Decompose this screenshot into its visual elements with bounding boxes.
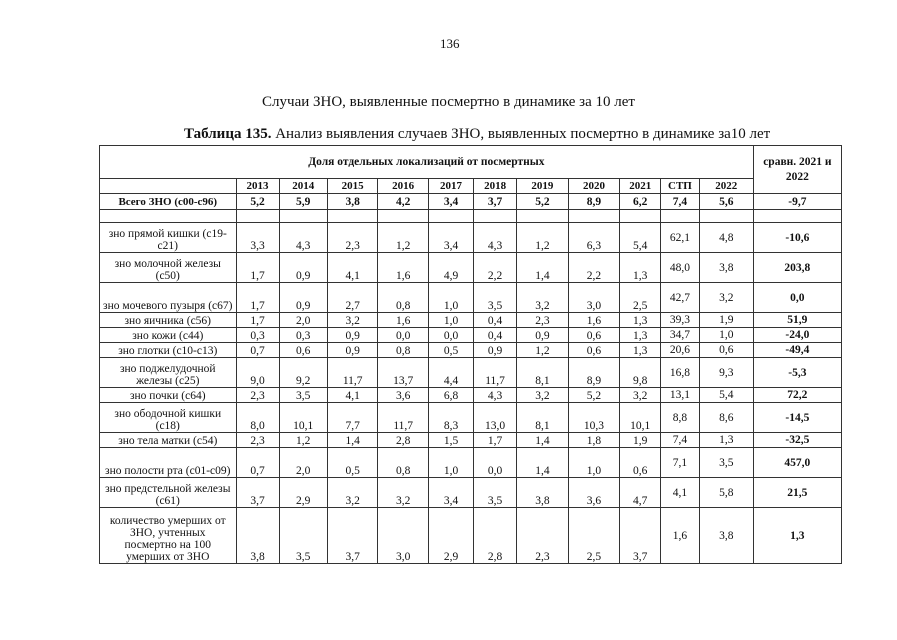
table-row bbox=[100, 223, 842, 253]
value-cell: 1,0 bbox=[568, 448, 620, 478]
total-value-cell: 7,4 bbox=[661, 194, 700, 210]
value-cell: 0,9 bbox=[474, 343, 517, 358]
value-cell: 8,3 bbox=[428, 403, 473, 433]
total-row bbox=[100, 194, 842, 210]
table-row bbox=[100, 328, 842, 343]
value-cell: 4,7 bbox=[620, 478, 661, 508]
column-header: 2016 bbox=[378, 179, 429, 194]
value-cell: 8,1 bbox=[517, 403, 569, 433]
value-cell: 0,5 bbox=[327, 448, 378, 478]
value-cell: 3,5 bbox=[474, 478, 517, 508]
value-cell: 4,1 bbox=[327, 388, 378, 403]
value-cell: 8,9 bbox=[568, 358, 620, 388]
compare-cell: 1,3 bbox=[753, 508, 841, 564]
compare-cell: 72,2 bbox=[753, 388, 841, 403]
value-cell: 8,1 bbox=[517, 358, 569, 388]
value-cell: 2,8 bbox=[378, 433, 429, 448]
value-cell: 0,9 bbox=[327, 328, 378, 343]
table-row bbox=[100, 358, 842, 388]
value-cell: 3,7 bbox=[620, 508, 661, 564]
compare-cell: -10,6 bbox=[753, 223, 841, 253]
total-value-cell: 6,2 bbox=[620, 194, 661, 210]
value-cell: 7,4 bbox=[661, 433, 700, 448]
value-cell: 0,6 bbox=[699, 343, 753, 358]
value-cell: 4,3 bbox=[279, 223, 327, 253]
value-cell: 1,7 bbox=[236, 283, 279, 313]
value-cell: 1,8 bbox=[568, 433, 620, 448]
value-cell: 1,0 bbox=[699, 328, 753, 343]
compare-cell: 0,0 bbox=[753, 283, 841, 313]
value-cell: 5,2 bbox=[568, 388, 620, 403]
table-caption-text: Анализ выявления случаев ЗНО, выявленных посмертно в динамике за10 лет bbox=[271, 126, 771, 142]
value-cell: 3,5 bbox=[699, 448, 753, 478]
compare-cell: 457,0 bbox=[753, 448, 841, 478]
value-cell: 8,8 bbox=[661, 403, 700, 433]
table-row bbox=[100, 448, 842, 478]
value-cell: 2,8 bbox=[474, 508, 517, 564]
column-header: СТП bbox=[661, 179, 700, 194]
value-cell: 2,2 bbox=[474, 253, 517, 283]
value-cell: 0,4 bbox=[474, 328, 517, 343]
row-name: зно яичника (с56) bbox=[100, 313, 237, 328]
table-row bbox=[100, 508, 842, 564]
value-cell: 11,7 bbox=[474, 358, 517, 388]
value-cell: 0,0 bbox=[378, 328, 429, 343]
value-cell: 0,6 bbox=[568, 328, 620, 343]
table-row bbox=[100, 403, 842, 433]
value-cell: 3,8 bbox=[236, 508, 279, 564]
value-cell: 62,1 bbox=[661, 223, 700, 253]
total-value-cell: 4,2 bbox=[378, 194, 429, 210]
value-cell: 1,3 bbox=[620, 313, 661, 328]
value-cell: 3,5 bbox=[474, 283, 517, 313]
value-cell: 3,8 bbox=[699, 508, 753, 564]
value-cell: 2,7 bbox=[327, 283, 378, 313]
table-body bbox=[100, 194, 842, 564]
value-cell: 10,3 bbox=[568, 403, 620, 433]
value-cell: 1,4 bbox=[517, 253, 569, 283]
value-cell: 1,6 bbox=[378, 313, 429, 328]
value-cell: 4,9 bbox=[428, 253, 473, 283]
value-cell: 0,6 bbox=[279, 343, 327, 358]
value-cell: 11,7 bbox=[327, 358, 378, 388]
value-cell: 3,2 bbox=[517, 388, 569, 403]
table-row bbox=[100, 253, 842, 283]
value-cell: 0,5 bbox=[428, 343, 473, 358]
value-cell: 0,9 bbox=[279, 253, 327, 283]
value-cell: 0,7 bbox=[236, 448, 279, 478]
row-name: зно прямой кишки (с19-с21) bbox=[100, 223, 237, 253]
column-header: 2017 bbox=[428, 179, 473, 194]
section-heading: Случаи ЗНО, выявленные посмертно в динамике за 10 лет bbox=[262, 94, 635, 110]
table-row bbox=[100, 433, 842, 448]
value-cell: 3,2 bbox=[327, 478, 378, 508]
value-cell: 1,7 bbox=[474, 433, 517, 448]
value-cell: 1,2 bbox=[517, 343, 569, 358]
total-value-cell: 3,4 bbox=[428, 194, 473, 210]
value-cell: 7,7 bbox=[327, 403, 378, 433]
corner-cell bbox=[100, 179, 237, 194]
compare-cell: -14,5 bbox=[753, 403, 841, 433]
value-cell: 2,9 bbox=[279, 478, 327, 508]
value-cell: 1,2 bbox=[279, 433, 327, 448]
value-cell: 9,2 bbox=[279, 358, 327, 388]
total-row-name: Всего ЗНО (с00-с96) bbox=[100, 194, 237, 210]
value-cell: 0,6 bbox=[568, 343, 620, 358]
value-cell: 8,6 bbox=[699, 403, 753, 433]
row-name: зно тела матки (с54) bbox=[100, 433, 237, 448]
value-cell: 1,0 bbox=[428, 283, 473, 313]
value-cell: 3,2 bbox=[327, 313, 378, 328]
value-cell: 1,9 bbox=[699, 313, 753, 328]
row-name: зно полости рта (с01-с09) bbox=[100, 448, 237, 478]
value-cell: 3,2 bbox=[378, 478, 429, 508]
column-header: 2019 bbox=[517, 179, 569, 194]
value-cell: 1,4 bbox=[517, 433, 569, 448]
column-header: 2014 bbox=[279, 179, 327, 194]
value-cell: 0,0 bbox=[428, 328, 473, 343]
value-cell: 3,2 bbox=[620, 388, 661, 403]
total-value-cell: 5,6 bbox=[699, 194, 753, 210]
value-cell: 1,3 bbox=[620, 253, 661, 283]
value-cell: 3,8 bbox=[517, 478, 569, 508]
row-name: зно мочевого пузыря (с67) bbox=[100, 283, 237, 313]
column-header: 2020 bbox=[568, 179, 620, 194]
value-cell: 0,9 bbox=[517, 328, 569, 343]
value-cell: 3,3 bbox=[236, 223, 279, 253]
column-header: 2018 bbox=[474, 179, 517, 194]
total-compare-cell: -9,7 bbox=[753, 194, 841, 210]
table-row bbox=[100, 343, 842, 358]
value-cell: 3,5 bbox=[279, 508, 327, 564]
value-cell: 2,0 bbox=[279, 448, 327, 478]
compare-cell: -5,3 bbox=[753, 358, 841, 388]
value-cell: 48,0 bbox=[661, 253, 700, 283]
value-cell: 3,2 bbox=[517, 283, 569, 313]
value-cell: 3,4 bbox=[428, 223, 473, 253]
value-cell: 2,2 bbox=[568, 253, 620, 283]
value-cell: 42,7 bbox=[661, 283, 700, 313]
value-cell: 0,8 bbox=[378, 343, 429, 358]
value-cell: 11,7 bbox=[378, 403, 429, 433]
table-row bbox=[100, 283, 842, 313]
value-cell: 9,3 bbox=[699, 358, 753, 388]
total-value-cell: 3,8 bbox=[327, 194, 378, 210]
value-cell: 8,0 bbox=[236, 403, 279, 433]
value-cell: 0,0 bbox=[474, 448, 517, 478]
value-cell: 1,6 bbox=[568, 313, 620, 328]
value-cell: 1,9 bbox=[620, 433, 661, 448]
compare-cell: 203,8 bbox=[753, 253, 841, 283]
value-cell: 3,8 bbox=[699, 253, 753, 283]
table-row bbox=[100, 478, 842, 508]
value-cell: 4,4 bbox=[428, 358, 473, 388]
value-cell: 9,8 bbox=[620, 358, 661, 388]
value-cell: 2,3 bbox=[517, 313, 569, 328]
table-caption-label: Таблица 135. bbox=[184, 126, 272, 142]
value-cell: 4,8 bbox=[699, 223, 753, 253]
report-table bbox=[99, 145, 842, 564]
value-cell: 3,0 bbox=[378, 508, 429, 564]
value-cell: 1,2 bbox=[378, 223, 429, 253]
value-cell: 3,2 bbox=[699, 283, 753, 313]
value-cell: 2,3 bbox=[517, 508, 569, 564]
value-cell: 0,8 bbox=[378, 448, 429, 478]
spacer-row bbox=[100, 210, 842, 223]
compare-cell: 51,9 bbox=[753, 313, 841, 328]
row-name: зно ободочной кишки (с18) bbox=[100, 403, 237, 433]
value-cell: 2,3 bbox=[236, 433, 279, 448]
column-header: 2015 bbox=[327, 179, 378, 194]
row-name: количество умерших от ЗНО, учтенных посмертно на 100 умерших от ЗНО bbox=[100, 508, 237, 564]
value-cell: 5,4 bbox=[699, 388, 753, 403]
value-cell: 0,3 bbox=[236, 328, 279, 343]
value-cell: 2,0 bbox=[279, 313, 327, 328]
row-name: зно молочной железы (с50) bbox=[100, 253, 237, 283]
compare-cell: -49,4 bbox=[753, 343, 841, 358]
value-cell: 1,0 bbox=[428, 448, 473, 478]
value-cell: 1,7 bbox=[236, 253, 279, 283]
value-cell: 0,7 bbox=[236, 343, 279, 358]
row-name: зно кожи (с44) bbox=[100, 328, 237, 343]
total-value-cell: 5,2 bbox=[517, 194, 569, 210]
value-cell: 1,4 bbox=[517, 448, 569, 478]
row-name: зно поджелудочной железы (с25) bbox=[100, 358, 237, 388]
value-cell: 1,6 bbox=[378, 253, 429, 283]
value-cell: 7,1 bbox=[661, 448, 700, 478]
value-cell: 3,4 bbox=[428, 478, 473, 508]
value-cell: 1,3 bbox=[699, 433, 753, 448]
value-cell: 16,8 bbox=[661, 358, 700, 388]
value-cell: 1,6 bbox=[661, 508, 700, 564]
compare-cell: -24,0 bbox=[753, 328, 841, 343]
value-cell: 0,9 bbox=[327, 343, 378, 358]
table-row bbox=[100, 313, 842, 328]
value-cell: 2,5 bbox=[620, 283, 661, 313]
compare-header: сравн. 2021 и 2022 bbox=[753, 146, 841, 194]
value-cell: 1,5 bbox=[428, 433, 473, 448]
value-cell: 5,4 bbox=[620, 223, 661, 253]
value-cell: 2,5 bbox=[568, 508, 620, 564]
value-cell: 4,3 bbox=[474, 223, 517, 253]
page-number: 136 bbox=[440, 36, 460, 51]
value-cell: 6,3 bbox=[568, 223, 620, 253]
value-cell: 1,7 bbox=[236, 313, 279, 328]
year-header-row bbox=[100, 179, 842, 194]
value-cell: 1,4 bbox=[327, 433, 378, 448]
value-cell: 2,3 bbox=[327, 223, 378, 253]
value-cell: 1,3 bbox=[620, 328, 661, 343]
total-value-cell: 3,7 bbox=[474, 194, 517, 210]
column-header: 2013 bbox=[236, 179, 279, 194]
total-value-cell: 5,2 bbox=[236, 194, 279, 210]
value-cell: 13,7 bbox=[378, 358, 429, 388]
value-cell: 13,0 bbox=[474, 403, 517, 433]
value-cell: 3,6 bbox=[568, 478, 620, 508]
value-cell: 39,3 bbox=[661, 313, 700, 328]
value-cell: 3,7 bbox=[236, 478, 279, 508]
value-cell: 5,8 bbox=[699, 478, 753, 508]
value-cell: 0,8 bbox=[378, 283, 429, 313]
value-cell: 3,7 bbox=[327, 508, 378, 564]
group-header: Доля отдельных локализаций от посмертных bbox=[100, 146, 754, 179]
value-cell: 2,3 bbox=[236, 388, 279, 403]
value-cell: 0,4 bbox=[474, 313, 517, 328]
value-cell: 0,6 bbox=[620, 448, 661, 478]
table-row bbox=[100, 388, 842, 403]
total-value-cell: 8,9 bbox=[568, 194, 620, 210]
table-caption bbox=[184, 126, 770, 143]
value-cell: 20,6 bbox=[661, 343, 700, 358]
value-cell: 3,5 bbox=[279, 388, 327, 403]
row-name: зно почки (с64) bbox=[100, 388, 237, 403]
row-name: зно глотки (с10-с13) bbox=[100, 343, 237, 358]
value-cell: 34,7 bbox=[661, 328, 700, 343]
value-cell: 2,9 bbox=[428, 508, 473, 564]
value-cell: 10,1 bbox=[620, 403, 661, 433]
value-cell: 13,1 bbox=[661, 388, 700, 403]
row-name: зно предстельной железы (с61) bbox=[100, 478, 237, 508]
value-cell: 1,3 bbox=[620, 343, 661, 358]
value-cell: 4,1 bbox=[661, 478, 700, 508]
value-cell: 3,0 bbox=[568, 283, 620, 313]
value-cell: 0,9 bbox=[279, 283, 327, 313]
value-cell: 6,8 bbox=[428, 388, 473, 403]
compare-cell: 21,5 bbox=[753, 478, 841, 508]
value-cell: 9,0 bbox=[236, 358, 279, 388]
value-cell: 3,6 bbox=[378, 388, 429, 403]
value-cell: 4,1 bbox=[327, 253, 378, 283]
column-header: 2021 bbox=[620, 179, 661, 194]
value-cell: 0,3 bbox=[279, 328, 327, 343]
value-cell: 1,0 bbox=[428, 313, 473, 328]
compare-cell: -32,5 bbox=[753, 433, 841, 448]
value-cell: 1,2 bbox=[517, 223, 569, 253]
value-cell: 4,3 bbox=[474, 388, 517, 403]
total-value-cell: 5,9 bbox=[279, 194, 327, 210]
column-header: 2022 bbox=[699, 179, 753, 194]
value-cell: 10,1 bbox=[279, 403, 327, 433]
